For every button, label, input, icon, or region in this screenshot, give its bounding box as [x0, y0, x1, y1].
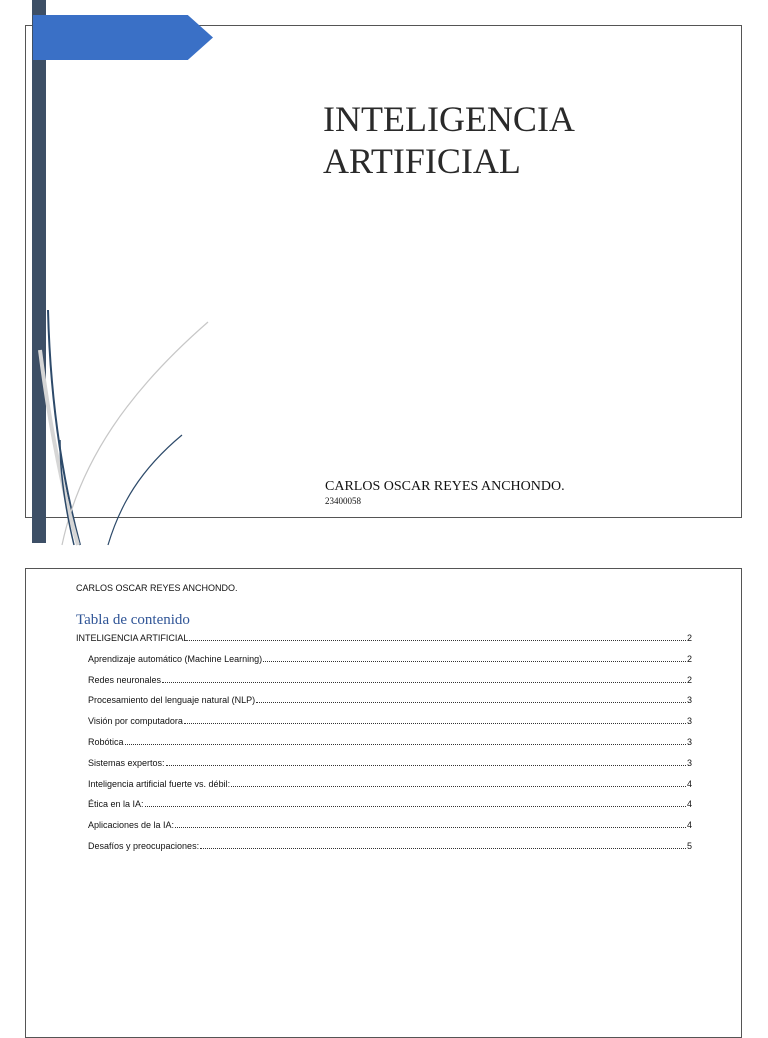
- toc-entry-page: 2: [686, 653, 692, 664]
- toc-entry-text: Robótica: [88, 736, 124, 747]
- toc-entry-page: 5: [686, 840, 692, 851]
- toc-entry[interactable]: [76, 820, 692, 841]
- toc-list: [76, 633, 692, 862]
- toc-entry-text: INTELIGENCIA ARTIFICIAL: [76, 633, 189, 643]
- toc-entry-text: Ética en la IA:: [88, 799, 144, 810]
- toc-entry[interactable]: [76, 779, 692, 800]
- toc-entry-page: 3: [686, 716, 692, 727]
- toc-entry-page: 3: [686, 757, 692, 768]
- toc-leader-dots: [184, 722, 686, 724]
- toc-entry[interactable]: [76, 695, 692, 716]
- toc-entry[interactable]: [76, 716, 692, 737]
- document-title: [323, 98, 575, 182]
- toc-entry-page: 3: [686, 695, 692, 706]
- toc-leader-dots: [162, 681, 686, 683]
- toc-entry-page: 3: [686, 736, 692, 747]
- toc-entry-page: 2: [686, 633, 692, 643]
- toc-leader-dots: [256, 701, 686, 703]
- toc-entry-text: Desafíos y preocupaciones:: [88, 840, 200, 851]
- toc-entry[interactable]: [76, 799, 692, 820]
- author-name: CARLOS OSCAR REYES ANCHONDO.: [325, 479, 565, 494]
- toc-entry-text: Sistemas expertos:: [88, 757, 165, 768]
- toc-leader-dots: [175, 826, 686, 828]
- toc-entry-text: Aprendizaje automático (Machine Learning): [88, 653, 263, 664]
- toc-title: Tabla de contenido: [76, 612, 190, 628]
- toc-entry-page: 4: [686, 778, 692, 789]
- toc-entry-text: Aplicaciones de la IA:: [88, 820, 175, 831]
- toc-entry[interactable]: [76, 654, 692, 675]
- toc-entry-text: Visión por computadora: [88, 716, 183, 727]
- toc-entry-text: Procesamiento del lenguaje natural (NLP): [88, 695, 256, 706]
- toc-entry[interactable]: [76, 633, 692, 654]
- toc-leader-dots: [166, 764, 686, 766]
- toc-entry[interactable]: [76, 841, 692, 862]
- toc-leader-dots: [145, 805, 686, 807]
- toc-entry[interactable]: [76, 675, 692, 696]
- toc-entry-page: 2: [686, 674, 692, 685]
- student-id: 23400058: [325, 496, 361, 506]
- toc-leader-dots: [263, 660, 686, 662]
- toc-leader-dots: [189, 639, 686, 641]
- title-line-1: INTELIGENCIA: [323, 99, 575, 139]
- page-header: CARLOS OSCAR REYES ANCHONDO.: [76, 583, 238, 593]
- toc-entry-text: Inteligencia artificial fuerte vs. débil:: [88, 778, 231, 789]
- toc-entry[interactable]: [76, 737, 692, 758]
- toc-entry-text: Redes neuronales: [88, 674, 162, 685]
- decorative-arrow-banner: [33, 15, 213, 60]
- toc-leader-dots: [125, 743, 686, 745]
- toc-entry[interactable]: [76, 758, 692, 779]
- toc-entry-page: 4: [686, 820, 692, 831]
- toc-leader-dots: [200, 847, 686, 849]
- toc-entry-page: 4: [686, 799, 692, 810]
- toc-leader-dots: [231, 785, 686, 787]
- decorative-swoosh-lines: [40, 300, 240, 545]
- title-line-2: ARTIFICIAL: [323, 141, 521, 181]
